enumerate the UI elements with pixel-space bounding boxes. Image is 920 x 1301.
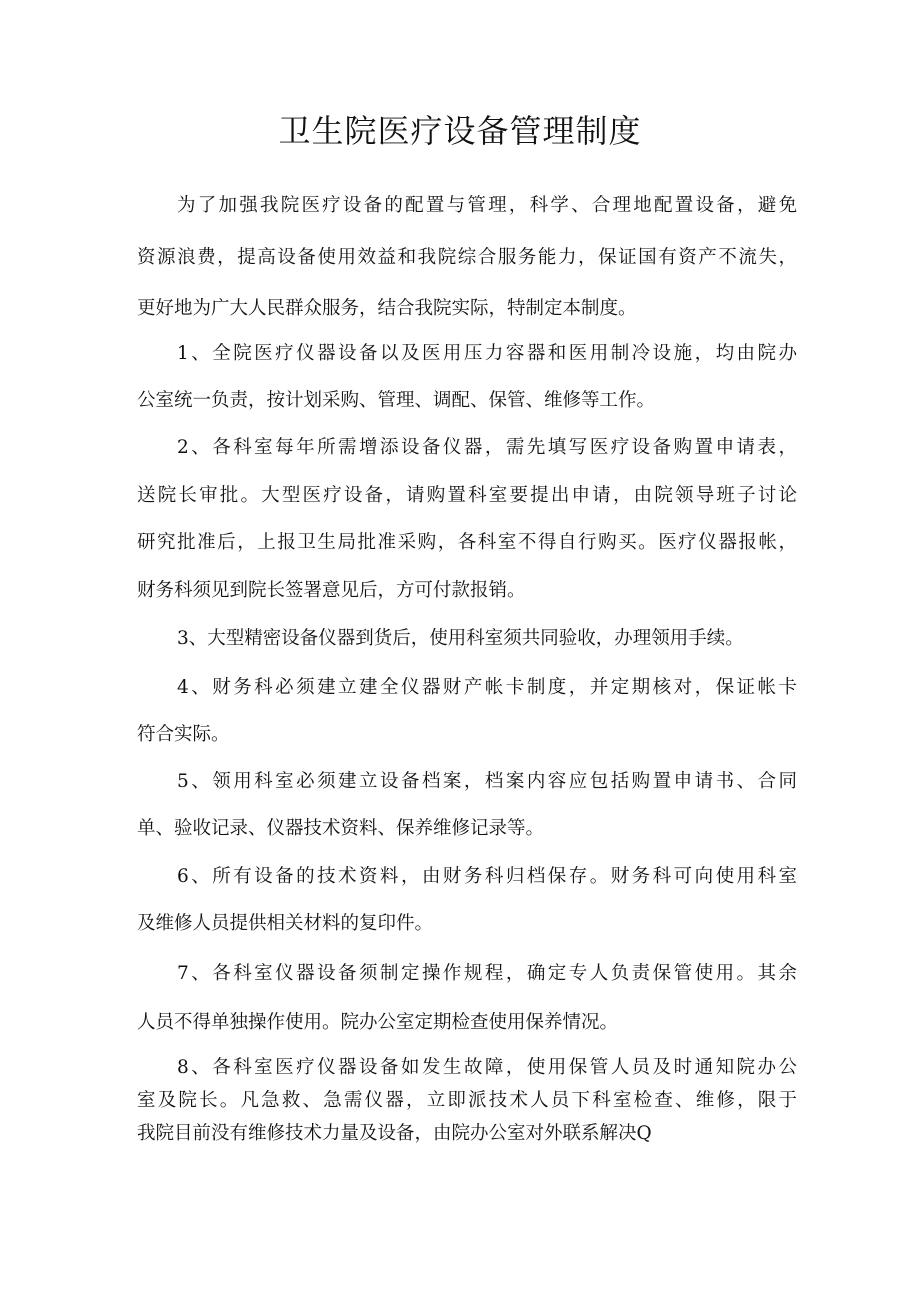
paragraph-line: 2、各科室每年所需增添设备仪器，需先填写医疗设备购置申请表， (177, 437, 797, 458)
paragraph-line: 人员不得单独操作使用。院办公室定期检查使用保养情况。 (137, 1012, 619, 1033)
paragraph-line: 我院目前没有维修技术力量及设备，由院办公室对外联系解决Q (137, 1123, 652, 1144)
paragraph-item-6 (137, 853, 797, 947)
paragraph-line: 室及院长。凡急救、急需仪器，立即派技术人员下科室检查、维修，限于 (137, 1090, 797, 1111)
paragraph-line: 1、全院医疗仪器设备以及医用压力容器和医用制冷设施，均由院办 (177, 343, 797, 364)
paragraph-line: 资源浪费，提高设备使用效益和我院综合服务能力，保证国有资产不流失， (137, 246, 797, 268)
paragraph-line: 8、各科室医疗仪器设备如发生故障，使用保管人员及时通知院办公 (177, 1057, 797, 1078)
paragraph-line: 更好地为广大人民群众服务，结合我院实际，特制定本制度。 (137, 298, 637, 319)
paragraph-line: 财务科须见到院长签署意见后，方可付款报销。 (137, 580, 526, 602)
paragraph-line: 7、各科室仪器设备须制定操作规程，确定专人负责保管使用。其余 (177, 963, 797, 984)
paragraph-line: 3、大型精密设备仪器到货后，使用科室须共同验收，办理领用手续。 (177, 628, 744, 649)
paragraph-item-2 (137, 424, 797, 615)
paragraph-line: 4、财务科必须建立建全仪器财产帐卡制度，并定期核对，保证帐卡 (177, 677, 797, 698)
paragraph-intro (137, 180, 797, 335)
paragraph-line: 公室统一负责，按计划采购、管理、调配、保管、维修等工作。 (137, 390, 656, 411)
document-title: 卫生院医疗设备管理制度 (278, 112, 642, 150)
paragraph-item-1 (137, 330, 797, 424)
paragraph-line: 5、领用科室必须建立设备档案，档案内容应包括购置申请书、合同 (177, 771, 797, 792)
paragraph-item-8 (137, 1051, 797, 1150)
paragraph-line: 6、所有设备的技术资料，由财务科归档保存。财务科可向使用科室 (177, 866, 797, 887)
paragraph-line: 符合实际。 (137, 724, 230, 745)
paragraph-item-5 (137, 758, 797, 852)
paragraph-item-7 (137, 949, 797, 1047)
paragraph-line: 为了加强我院医疗设备的配置与管理，科学、合理地配置设备，避免 (177, 195, 797, 216)
paragraph-item-4 (137, 664, 797, 758)
paragraph-line: 及维修人员提供相关材料的复印件。 (137, 913, 434, 934)
paragraph-line: 研究批准后，上报卫生局批准采购，各科室不得自行购买。医疗仪器报帐， (137, 532, 797, 554)
paragraph-item-3 (137, 615, 797, 662)
paragraph-line: 单、验收记录、仪器技术资料、保养维修记录等。 (137, 818, 545, 839)
paragraph-line: 送院长审批。大型医疗设备，请购置科室要提出申请，由院领导班子讨论 (137, 484, 797, 506)
